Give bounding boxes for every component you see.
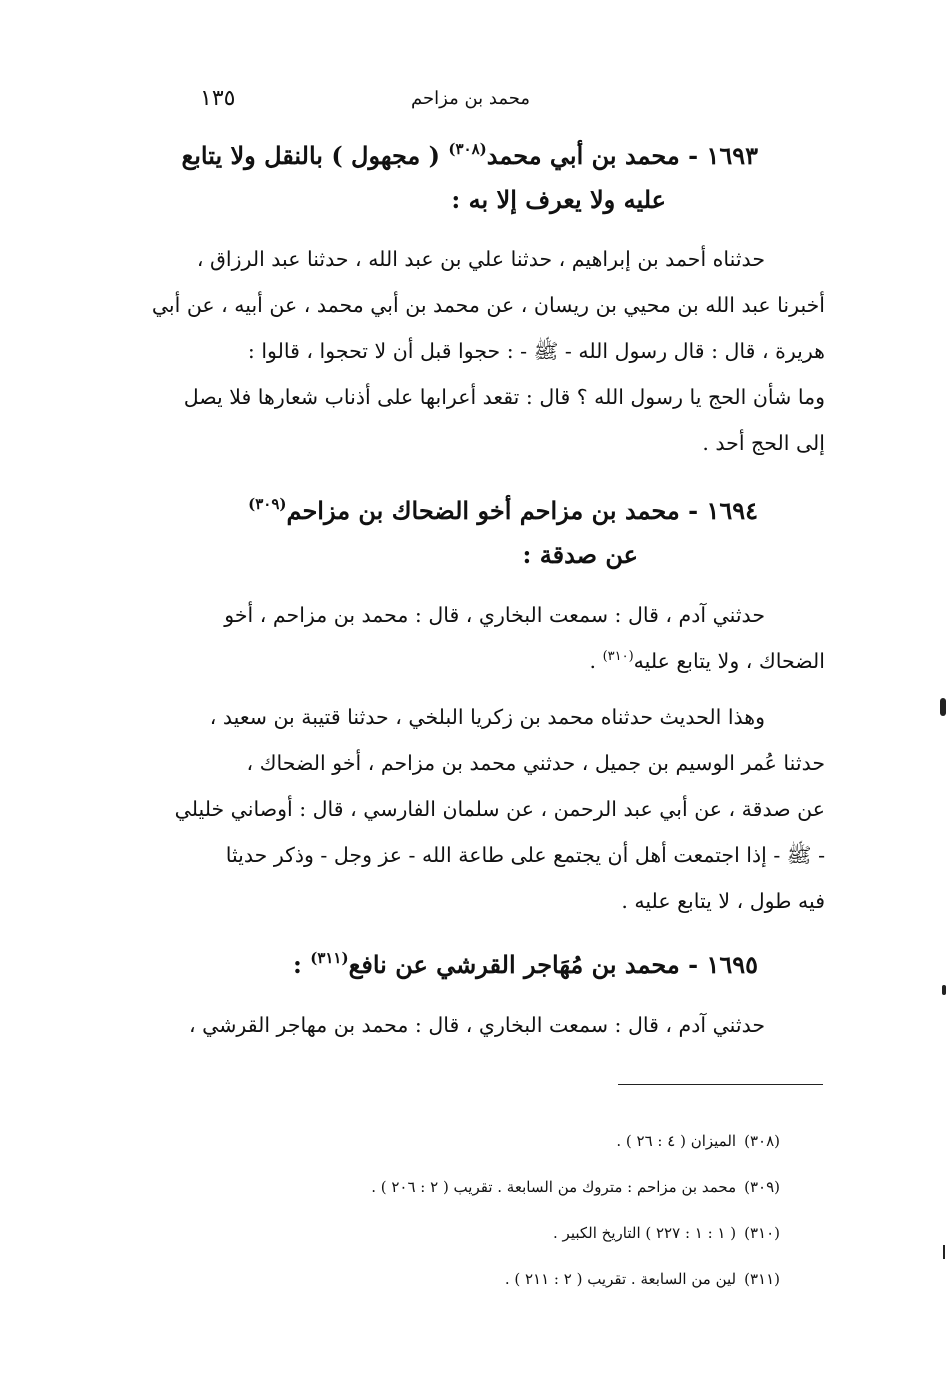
paragraph-line: - ﷺ - إذا اجتمعت أهل أن يجتمع على طاعة الله - عز وجل - وذكر حديثا: [225, 843, 825, 867]
paragraph-line: حدثني آدم ، قال : سمعت البخاري ، قال : محمد بن مهاجر القرشي ،: [189, 1013, 765, 1037]
paragraph: [135, 592, 825, 684]
footnote-ref: (٣٠٩): [248, 495, 287, 513]
paragraph-line: [135, 638, 825, 684]
entry-title-text: ( مجهول ) بالنقل ولا يتابع: [181, 141, 449, 170]
paragraph-line: حدثني آدم ، قال : سمعت البخاري ، قال : محمد بن مزاحم ، أخو: [224, 603, 765, 627]
paragraph-line: عن صدقة ، عن أبي عبد الرحمن ، عن سلمان الفارسي ، قال : أوصاني خليلي: [174, 797, 825, 821]
paragraph-line: فيه طول ، لا يتابع عليه .: [621, 889, 825, 913]
entry-title-text: :: [292, 950, 311, 979]
footnote-number: (٣١١): [744, 1270, 780, 1288]
entry-title-text: ١٦٩٤ - محمد بن مزاحم أخو الضحاك بن مزاحم: [286, 496, 758, 525]
footnote-text: لين من السابعة . تقريب ( ٢ : ٢١١ ) .: [504, 1270, 737, 1288]
footnote-ref: (٣٠٨): [448, 140, 487, 158]
paragraph-line: هريرة ، قال : قال رسول الله - ﷺ - : حجوا قبل أن لا تحجوا ، قالوا :: [247, 339, 825, 363]
paragraph-line-text: الضحاك ، ولا يتابع عليه: [633, 649, 825, 673]
footnote-text: الميزان ( ٤ : ٢٦ ) .: [616, 1132, 737, 1150]
footnote: [140, 1210, 780, 1256]
entry-title-1694-line1: [248, 488, 758, 534]
entry-title-1693-line1: [181, 133, 758, 179]
footnote-ref: (٣١١): [310, 949, 349, 967]
paragraph-line-text: .: [589, 649, 603, 673]
scan-margin-mark: [940, 698, 946, 716]
scan-margin-mark: [943, 1245, 945, 1259]
paragraph: [135, 1002, 825, 1048]
page-number: ١٣٥: [200, 86, 236, 111]
running-title: محمد بن مزاحم: [411, 88, 530, 109]
paragraph-line: وما شأن الحج يا رسول الله ؟ قال : تقعد أعرابها على أذناب شعارها فلا يصل: [183, 385, 825, 409]
footnote-number: (٣٠٩): [744, 1178, 780, 1196]
footnote: [140, 1164, 780, 1210]
footnote-text: محمد بن مزاحم : متروك من السابعة . تقريب ( ٢ : ٢٠٦ ) .: [371, 1178, 737, 1196]
footnote-text: ( ١ : ١ : ٢٢٧ ) التاريخ الكبير .: [553, 1224, 737, 1242]
entry-title-1693-line2: عليه ولا يعرف إلا به :: [451, 185, 666, 214]
footnote-number: (٣٠٨): [744, 1132, 780, 1150]
footnote: [140, 1256, 780, 1302]
footnote-separator: [618, 1084, 823, 1085]
footnote-ref: (٣١٠): [602, 649, 634, 664]
paragraph-line: وهذا الحديث حدثناه محمد بن زكريا البلخي ، حدثنا قتيبة بن سعيد ،: [209, 705, 765, 729]
entry-title-text: ١٦٩٣ - محمد بن أبي محمد: [486, 141, 758, 170]
entry-title-text: ١٦٩٥ - محمد بن مُهَاجر القرشي عن نافع: [348, 950, 758, 979]
paragraph-line: حدثنا عُمر الوسيم بن جميل ، حدثني محمد بن مزاحم ، أخو الضحاك ،: [246, 751, 825, 775]
paragraph-line: أخبرنا عبد الله بن محيي بن ريسان ، عن محمد بن أبي محمد ، عن أبيه ، عن أبي: [151, 293, 825, 317]
scan-margin-mark: [942, 985, 946, 995]
paragraph-line: حدثناه أحمد بن إبراهيم ، حدثنا علي بن عبد الله ، حدثنا عبد الرزاق ،: [196, 247, 765, 271]
entry-title-1695-line1: [293, 942, 758, 988]
entry-title-1694-line2: عن صدقة :: [522, 540, 638, 569]
footnote: [140, 1118, 780, 1164]
paragraph: [135, 694, 825, 924]
paragraph-line: إلى الحج أحد .: [702, 431, 825, 455]
paragraph: [135, 236, 825, 466]
footnote-number: (٣١٠): [744, 1224, 780, 1242]
page-header: [140, 88, 830, 118]
footnotes: [140, 1118, 780, 1302]
